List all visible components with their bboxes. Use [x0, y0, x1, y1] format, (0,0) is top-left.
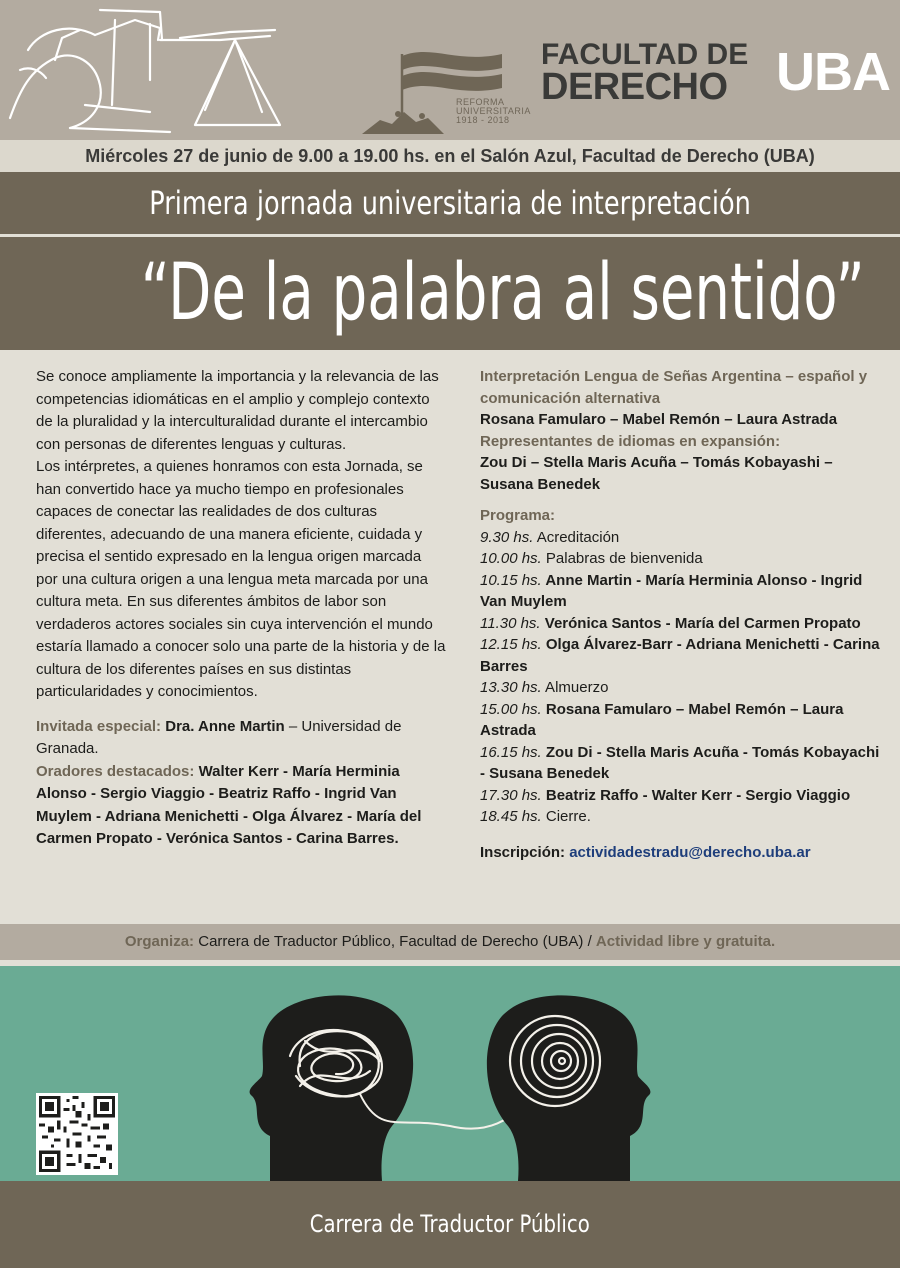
content-area — [0, 350, 900, 924]
program-item-time: 11.30 hs. — [480, 614, 541, 632]
sign-language-section — [480, 366, 880, 431]
intro-paragraph-2: Los intérpretes, a quienes honramos con esta Jornada, se han convertido hace ya mucho tiempo en profesionales capaces de conectar las realidades de dos culturas diferentes, adecuando de una manera eficiente, cuidada y precisa el sentido expresado en la lengua origen marcada por una cultura origen a una lengua meta marcada por una cultura meta. En sus diferentes ámbitos de labor son verdaderos actores sociales sin cuya intervención el mundo estaría llamado a conocer solo una parte de la historia y de la cultura de los diferentes países en sus distintas particularidades y conocimientos. — [36, 458, 446, 700]
languages-label: Representantes de idiomas en expansión: — [480, 432, 781, 450]
program-item-time: 15.00 hs. — [480, 700, 542, 718]
program-item-text: Palabras de bienvenida — [541, 550, 703, 567]
registration-email-link[interactable]: actividadestradu@derecho.uba.ar — [569, 843, 811, 861]
right-column — [480, 366, 880, 863]
program-item-text: Anne Martin - María Herminia Alonso - Ingrid Van Muylem — [480, 571, 863, 610]
program-item — [480, 527, 880, 549]
sign-language-names: Rosana Famularo – Mabel Remón – Laura Astrada — [480, 411, 838, 428]
special-guest — [36, 716, 446, 761]
guest-name: Dra. Anne Martin — [165, 717, 285, 735]
program-item-text: Acreditación — [533, 528, 620, 546]
program-item-text: Rosana Famularo – Mabel Remón – Laura Astrada — [480, 700, 844, 739]
program-item-text: Verónica Santos - María del Carmen Propato — [540, 614, 861, 632]
faculty-line2: DERECHO — [541, 66, 728, 108]
program-item-text: Zou Di - Stella Maris Acuña - Tomás Kobayachi - Susana Benedek — [480, 743, 880, 782]
organizer-label: Organiza: — [124, 933, 195, 950]
program-item — [480, 699, 880, 742]
subtitle-band — [0, 172, 900, 234]
footer-text: Carrera de Traductor Público — [309, 1210, 591, 1238]
program-item-time: 16.15 hs. — [480, 743, 542, 761]
reforma-line1: REFORMA — [456, 97, 505, 107]
header — [0, 0, 900, 140]
program-list — [480, 527, 880, 828]
program-item-text: Almuerzo — [541, 679, 609, 696]
title-band — [0, 237, 900, 350]
program-item — [480, 570, 880, 613]
qr-code-image — [39, 1096, 115, 1172]
left-column — [36, 366, 446, 851]
event-title: “De la palabra al sentido” — [140, 248, 865, 338]
uba-logo-text: UBA — [776, 42, 890, 102]
program-item — [480, 548, 880, 570]
event-subtitle: Primera jornada universitaria de interpretación — [149, 184, 751, 222]
organizer-text: Carrera de Traductor Público, Facultad de Derecho (UBA) / — [194, 933, 596, 950]
languages-names: Zou Di – Stella Maris Acuña – Tomás Kobayashi – Susana Benedek — [480, 454, 833, 493]
languages-section — [480, 431, 880, 496]
organizer-bar — [0, 924, 900, 960]
free-activity-text: Actividad libre y gratuita. — [595, 933, 776, 950]
faculty-line1: FACULTAD DE — [541, 38, 749, 71]
program-item-text: Beatriz Raffo - Walter Kerr - Sergio Viaggio — [541, 786, 851, 804]
program-item-time: 18.45 hs. — [480, 808, 542, 825]
registration — [480, 842, 880, 864]
qr-code[interactable] — [36, 1093, 118, 1175]
footer-band — [0, 1181, 900, 1268]
illustration-panel — [0, 966, 900, 1181]
program-item — [480, 785, 880, 807]
guest-affiliation: – Universidad de Granada. — [36, 717, 402, 757]
program-item-time: 17.30 hs. — [480, 786, 542, 804]
program-item — [480, 677, 880, 699]
program-item-time: 12.15 hs. — [480, 636, 542, 653]
program-item-time: 13.30 hs. — [480, 679, 542, 696]
featured-speakers — [36, 761, 446, 851]
reforma-line2: UNIVERSITARIA — [456, 106, 531, 116]
faculty-name — [541, 38, 749, 108]
justice-illustration — [0, 0, 300, 140]
program-section — [480, 505, 880, 828]
program-label: Programa: — [480, 507, 556, 524]
registration-label: Inscripción: — [480, 843, 566, 861]
program-item — [480, 613, 880, 635]
communicating-heads-illustration — [0, 966, 900, 1181]
program-item — [480, 806, 880, 828]
event-date-location: Miércoles 27 de junio de 9.00 a 19.00 hs. en el Salón Azul, Facultad de Derecho (UBA) — [0, 140, 900, 172]
speakers-names: Walter Kerr - María Herminia Alonso - Sergio Viaggio - Beatriz Raffo - Ingrid Van Muylem - Adriana Menichetti - Olga Álvarez - María del Carmen Propato - Verónica Santos - Carina Barres. — [36, 762, 422, 847]
program-item-time: 9.30 hs. — [480, 528, 534, 546]
speakers-label: Oradores destacados: — [36, 762, 195, 780]
reforma-years: 1918 - 2018 — [456, 115, 510, 125]
guest-label: Invitada especial: — [36, 717, 162, 735]
program-item-text: Olga Álvarez-Barr - Adriana Menichetti - Carina Barres — [480, 636, 880, 675]
program-item-time: 10.15 hs. — [480, 571, 542, 589]
program-item-text: Cierre. — [541, 808, 591, 825]
reforma-label — [456, 98, 531, 125]
sign-language-label: Interpretación Lengua de Señas Argentina – español y comunicación alternativa — [480, 368, 868, 407]
program-item — [480, 742, 880, 785]
intro-paragraph-1: Se conoce ampliamente la importancia y la relevancia de las competencias idiomáticas en el amplio y complejo contexto de la pluralidad y la interculturalidad durante el intercambio con personas de diferentes lenguas y culturas. — [36, 368, 439, 453]
program-item-time: 10.00 hs. — [480, 550, 542, 567]
program-item — [480, 634, 880, 677]
